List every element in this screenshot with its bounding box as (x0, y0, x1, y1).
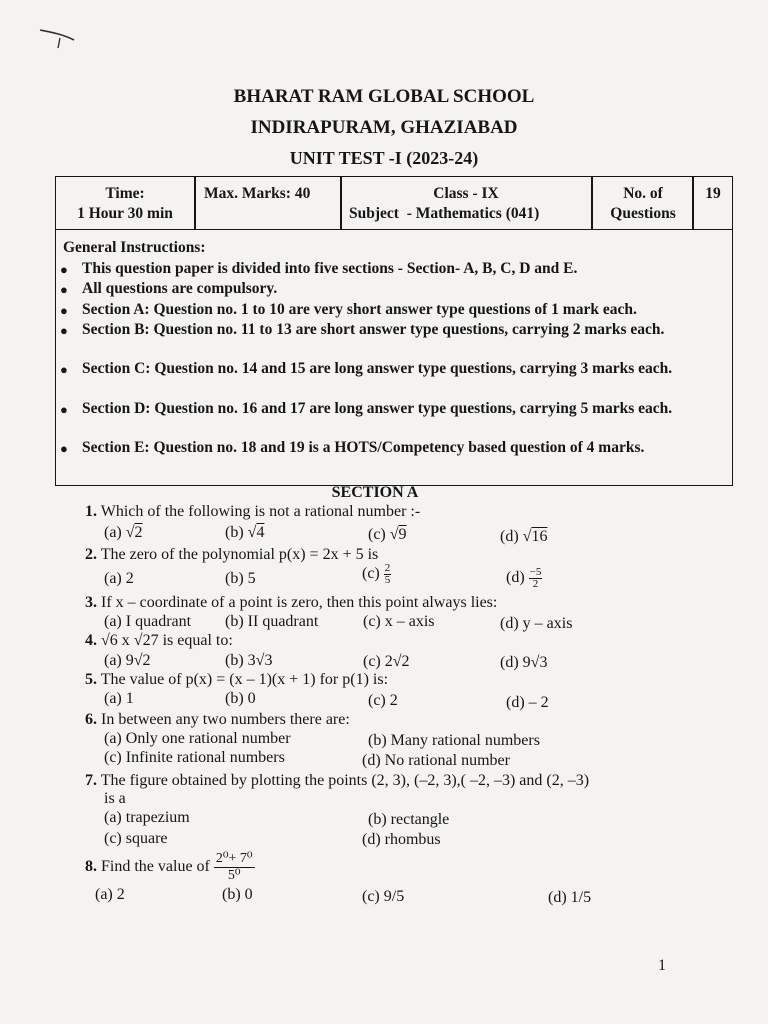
question-2: 2. The zero of the polynomial p(x) = 2x + 5 is (85, 546, 379, 563)
question-7-continuation: is a (104, 790, 126, 807)
instruction-item: ● This question paper is divided into five sections - Section- A, B, C, D and E. (60, 259, 728, 280)
questions-label-1: No. of (623, 185, 663, 202)
q2-option-b: (b) 5 (225, 570, 256, 587)
q2-option-c: (c) $\frac{2}{5}$ (362, 562, 391, 586)
bullet-icon: ● (60, 303, 68, 318)
q6-option-a: (a) Only one rational number (104, 730, 291, 747)
instruction-item: ● Section D: Question no. 16 and 17 are long answer type questions, carrying 5 marks each. (60, 399, 728, 420)
time-label: Time: (105, 185, 145, 202)
q5-option-c: (c) 2 (368, 692, 398, 709)
q1-option-b: (b) √4 (225, 524, 265, 541)
q6-option-d: (d) No rational number (362, 752, 510, 769)
question-3: 3. If x – coordinate of a point is zero, then this point always lies: (85, 594, 498, 611)
q4-option-c: (c) 2√2 (363, 653, 410, 670)
class-label: Class - IX (433, 185, 499, 202)
question-5: 5. The value of p(x) = (x – 1)(x + 1) for p(1) is: (85, 671, 389, 688)
q8-option-d: (d) 1/5 (548, 889, 592, 906)
q1-option-a: (a) √2 (104, 524, 143, 541)
q7-option-a: (a) trapezium (104, 809, 190, 826)
questions-count: 19 (705, 185, 721, 202)
instruction-item: ● All questions are compulsory. (60, 279, 728, 300)
max-marks: Max. Marks: 40 (204, 185, 311, 202)
question-6: 6. In between any two numbers there are: (85, 711, 350, 728)
q3-option-a: (a) I quadrant (104, 613, 192, 630)
q4-option-b: (b) 3√3 (225, 652, 273, 669)
q8-fraction: $\frac{\text{2⁰+ 7⁰}}{\text{5⁰}}$ (215, 851, 253, 883)
time-value: 1 Hour 30 min (77, 205, 173, 222)
q1-option-d: (d) √16 (500, 528, 548, 545)
question-1: 1. Which of the following is not a rational number :- (85, 503, 421, 520)
q7-option-d: (d) rhombus (362, 831, 441, 848)
q7-option-b: (b) rectangle (368, 811, 450, 828)
q8-option-c: (c) 9/5 (362, 888, 405, 905)
bullet-icon: ● (60, 262, 68, 277)
info-table (55, 176, 733, 230)
school-name: BHARAT RAM GLOBAL SCHOOL (233, 86, 535, 107)
bullet-icon: ● (60, 441, 68, 456)
q5-option-d: (d) – 2 (506, 694, 549, 711)
q3-option-c: (c) x – axis (363, 613, 435, 630)
bullet-icon: ● (60, 323, 68, 338)
instruction-item: ● Section B: Question no. 11 to 13 are short answer type questions, carrying 2 marks each. (60, 320, 728, 341)
q5-option-a: (a) 1 (104, 690, 134, 707)
question-4: 4. √6 x √27 is equal to: (85, 632, 233, 649)
instruction-item: ● Section E: Question no. 18 and 19 is a HOTS/Competency based question of 4 marks. (60, 438, 728, 459)
q7-option-c: (c) square (104, 830, 168, 847)
q2-option-d: (d) $\frac{-5}{2}$ (506, 566, 542, 590)
q8-option-a: (a) 2 (95, 886, 125, 903)
q8-option-b: (b) 0 (222, 886, 253, 903)
q6-option-c: (c) Infinite rational numbers (104, 749, 285, 766)
table-divider (194, 177, 196, 229)
q1-option-c: (c) √9 (368, 526, 407, 543)
pen-mark (38, 22, 78, 52)
q4-option-d: (d) 9√3 (500, 654, 548, 671)
q4-option-a: (a) 9√2 (104, 652, 151, 669)
questions-label-2: Questions (610, 205, 676, 222)
bullet-icon: ● (60, 402, 68, 417)
bullet-icon: ● (60, 362, 68, 377)
instruction-item: ● Section C: Question no. 14 and 15 are long answer type questions, carrying 3 marks each. (60, 359, 728, 380)
q6-option-b: (b) Many rational numbers (368, 732, 540, 749)
q2-option-a: (a) 2 (104, 570, 134, 587)
question-8: 8. Find the value of $\frac{\text{2⁰+ 7⁰}}{\text{5⁰}}$ (85, 851, 253, 883)
page-number: 1 (658, 957, 666, 974)
q3-option-d: (d) y – axis (500, 615, 573, 632)
test-title: UNIT TEST -I (2023-24) (289, 148, 479, 168)
instruction-item: ● Section A: Question no. 1 to 10 are very short answer type questions of 1 mark each. (60, 300, 728, 321)
instructions-title: General Instructions: (63, 239, 206, 256)
school-location: INDIRAPURAM, GHAZIABAD (250, 117, 518, 138)
subject-label: Subject - Mathematics (041) (349, 205, 540, 222)
question-7: 7. The figure obtained by plotting the points (2, 3), (–2, 3),( –2, –3) and (2, –3) (85, 772, 590, 789)
q5-option-b: (b) 0 (225, 690, 256, 707)
q3-option-b: (b) II quadrant (225, 613, 319, 630)
section-a-title: SECTION A (331, 484, 419, 501)
bullet-icon: ● (60, 282, 68, 297)
